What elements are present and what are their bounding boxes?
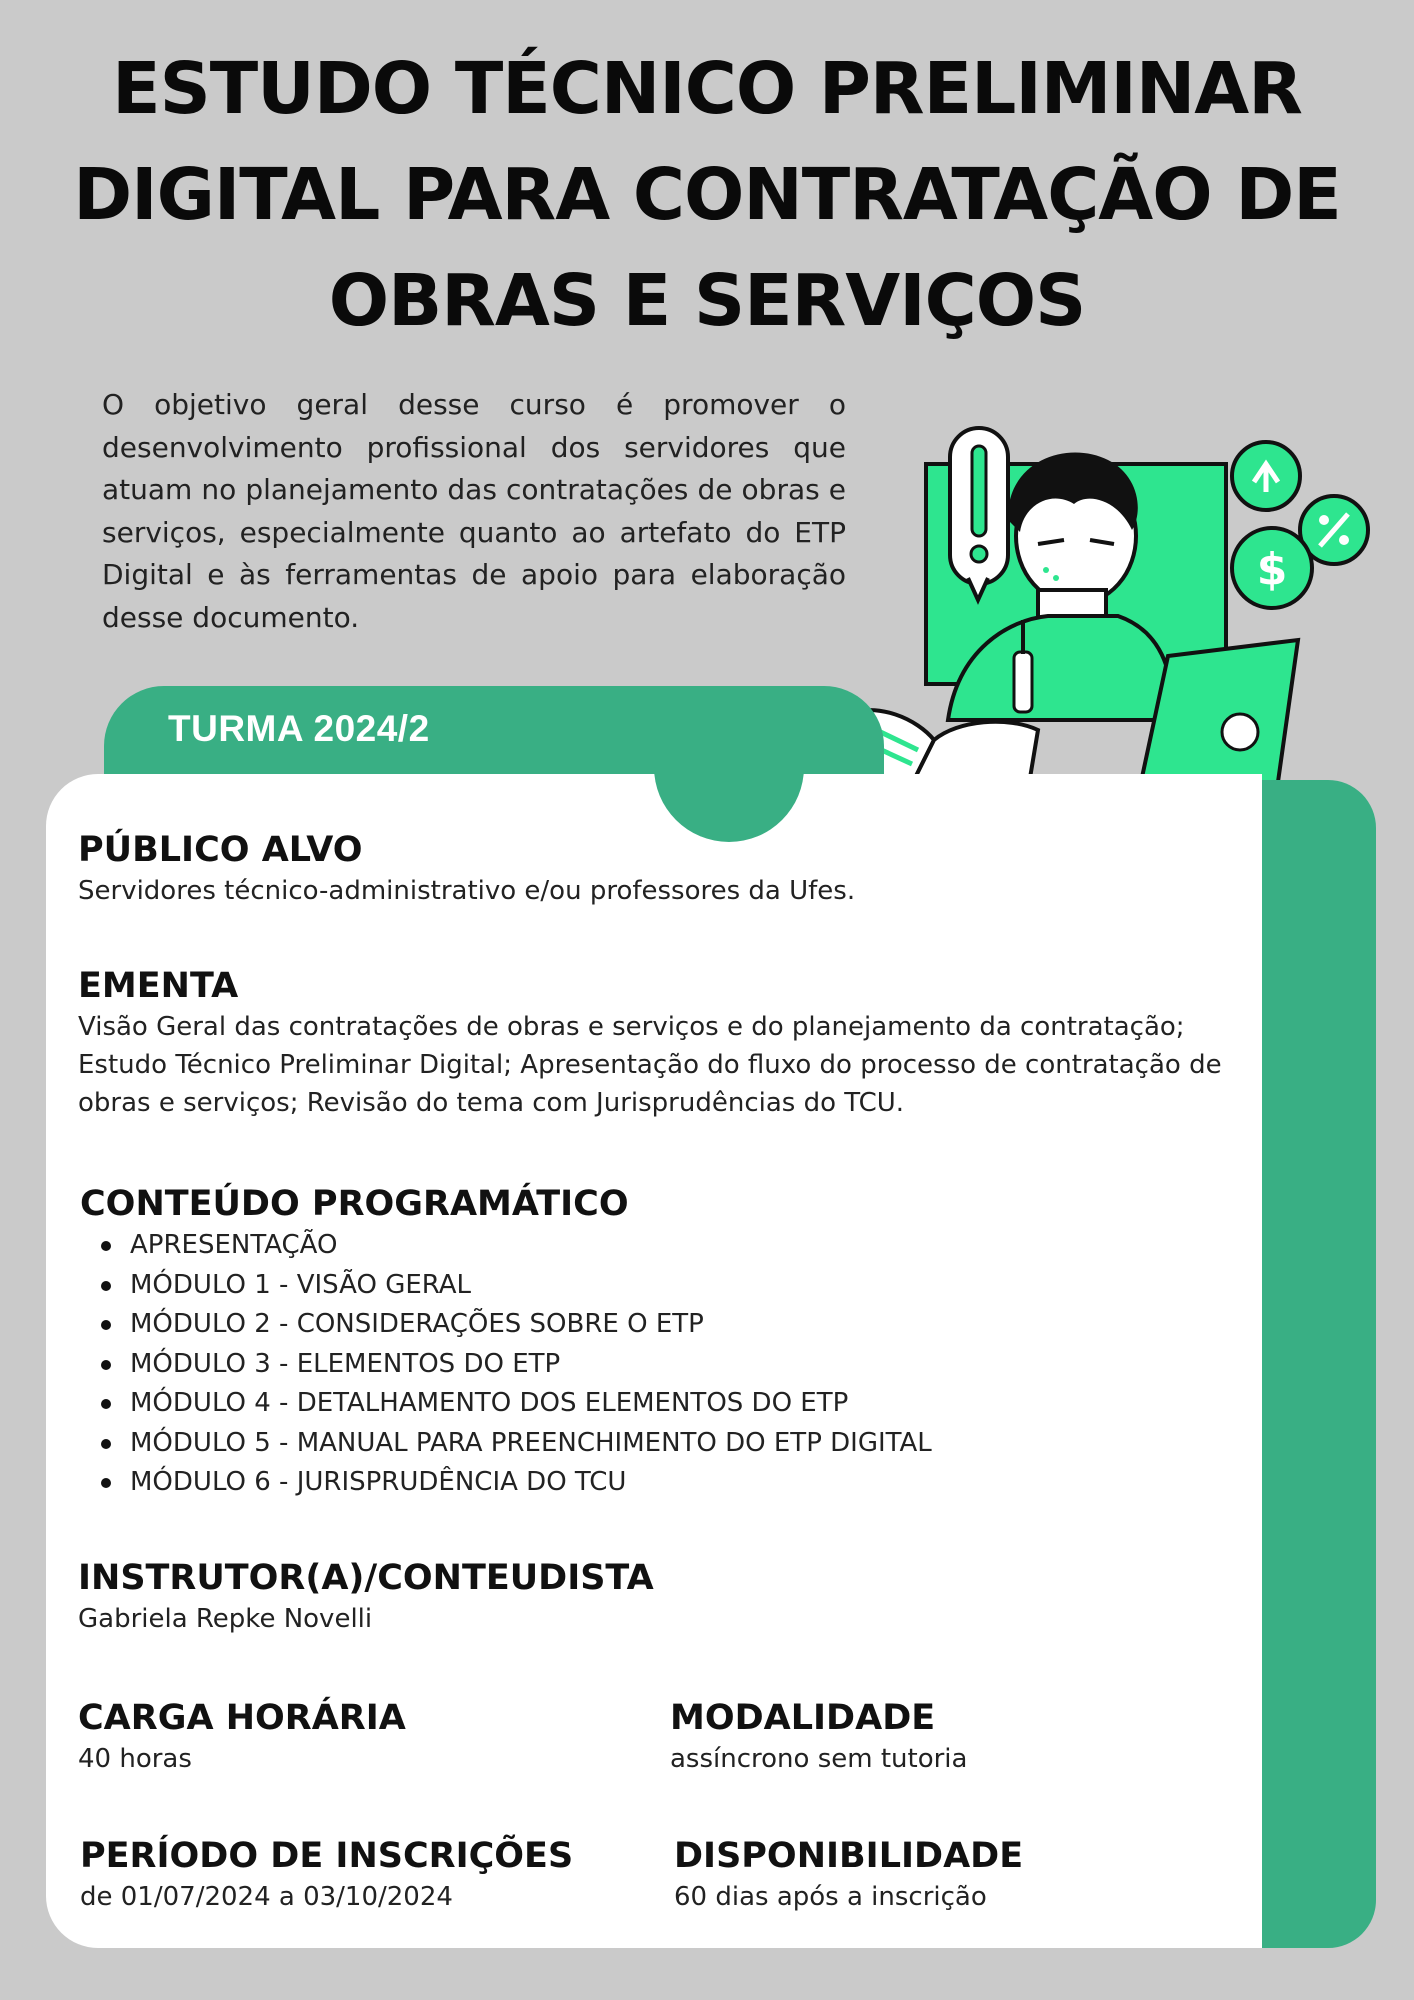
module-label: MÓDULO 4 - DETALHAMENTO DOS ELEMENTOS DO ETP — [130, 1388, 849, 1418]
disponibilidade-section — [674, 1834, 1234, 1916]
ementa-section — [78, 964, 1228, 1122]
instrutor-section — [78, 1556, 978, 1638]
list-item — [80, 1305, 1230, 1345]
carga-heading: CARGA HORÁRIA — [78, 1698, 406, 1738]
page-title — [40, 36, 1374, 354]
bullet-icon — [101, 1478, 111, 1488]
carga-text: 40 horas — [78, 1744, 192, 1774]
bullet-icon — [101, 1360, 111, 1370]
module-label: MÓDULO 6 - JURISPRUDÊNCIA DO TCU — [130, 1467, 627, 1497]
bullet-icon — [101, 1320, 111, 1330]
bullet-icon — [101, 1281, 111, 1291]
title-line-3: OBRAS E SERVIÇOS — [328, 259, 1086, 342]
list-item — [80, 1384, 1230, 1424]
module-label: MÓDULO 2 - CONSIDERAÇÕES SOBRE O ETP — [130, 1309, 704, 1339]
ementa-text: Visão Geral das contratações de obras e serviços e do planejamento da contratação; Estudo Técnico Preliminar Digital; Apresentação do fluxo do processo de contratação de obras e serviços; Revisão do tema com Jurisprudências do TCU. — [78, 1012, 1222, 1118]
turma-label: TURMA 2024/2 — [168, 708, 430, 749]
intro-paragraph: O objetivo geral desse curso é promover o desenvolvimento profissional dos servidores que atuam no planejamento das contratações de obras e serviços, especialmente quanto ao artefato do ETP Digital e às ferramentas de apoio para elaboração desse documento. — [102, 388, 846, 634]
arrow-up-icon — [1232, 442, 1300, 510]
module-label: MÓDULO 1 - VISÃO GERAL — [130, 1269, 472, 1300]
bullet-icon — [101, 1241, 111, 1251]
ementa-heading: EMENTA — [78, 966, 239, 1006]
instrutor-heading: INSTRUTOR(A)/CONTEUDISTA — [78, 1558, 654, 1598]
exclamation-icon — [950, 428, 1008, 600]
disponibilidade-text: 60 dias após a inscrição — [674, 1882, 987, 1912]
module-label: MÓDULO 3 - ELEMENTOS DO ETP — [130, 1348, 561, 1379]
publico-alvo-section — [78, 828, 1228, 910]
bullet-icon — [101, 1439, 111, 1449]
list-item — [80, 1345, 1230, 1385]
svg-text:$: $ — [1256, 544, 1288, 595]
list-item — [80, 1266, 1230, 1306]
bullet-icon — [101, 1399, 111, 1409]
student-laptop-illustration — [838, 420, 1378, 810]
title-line-2: DIGITAL PARA CONTRATAÇÃO DE — [73, 153, 1341, 236]
modalidade-heading: MODALIDADE — [670, 1698, 936, 1738]
carga-section — [78, 1696, 638, 1778]
periodo-text: de 01/07/2024 a 03/10/2024 — [80, 1882, 453, 1912]
publico-alvo-heading: PÚBLICO ALVO — [78, 830, 363, 870]
publico-alvo-text: Servidores técnico-administrativo e/ou professores da Ufes. — [78, 876, 856, 906]
periodo-section — [80, 1834, 670, 1916]
module-label: APRESENTAÇÃO — [130, 1230, 338, 1260]
disponibilidade-heading: DISPONIBILIDADE — [674, 1836, 1024, 1876]
conteudo-section — [80, 1182, 1230, 1503]
list-item — [80, 1226, 1230, 1266]
module-list — [80, 1226, 1230, 1503]
periodo-heading: PERÍODO DE INSCRIÇÕES — [80, 1836, 574, 1876]
module-label: MÓDULO 5 - MANUAL PARA PREENCHIMENTO DO ETP DIGITAL — [130, 1427, 932, 1458]
modalidade-section — [670, 1696, 1230, 1778]
title-line-1: ESTUDO TÉCNICO PRELIMINAR — [112, 47, 1302, 130]
list-item — [80, 1424, 1230, 1464]
list-item — [80, 1463, 1230, 1503]
instrutor-text: Gabriela Repke Novelli — [78, 1604, 373, 1634]
dollar-icon — [1232, 528, 1312, 608]
conteudo-heading: CONTEÚDO PROGRAMÁTICO — [80, 1184, 629, 1224]
modalidade-text: assíncrono sem tutoria — [670, 1744, 968, 1774]
